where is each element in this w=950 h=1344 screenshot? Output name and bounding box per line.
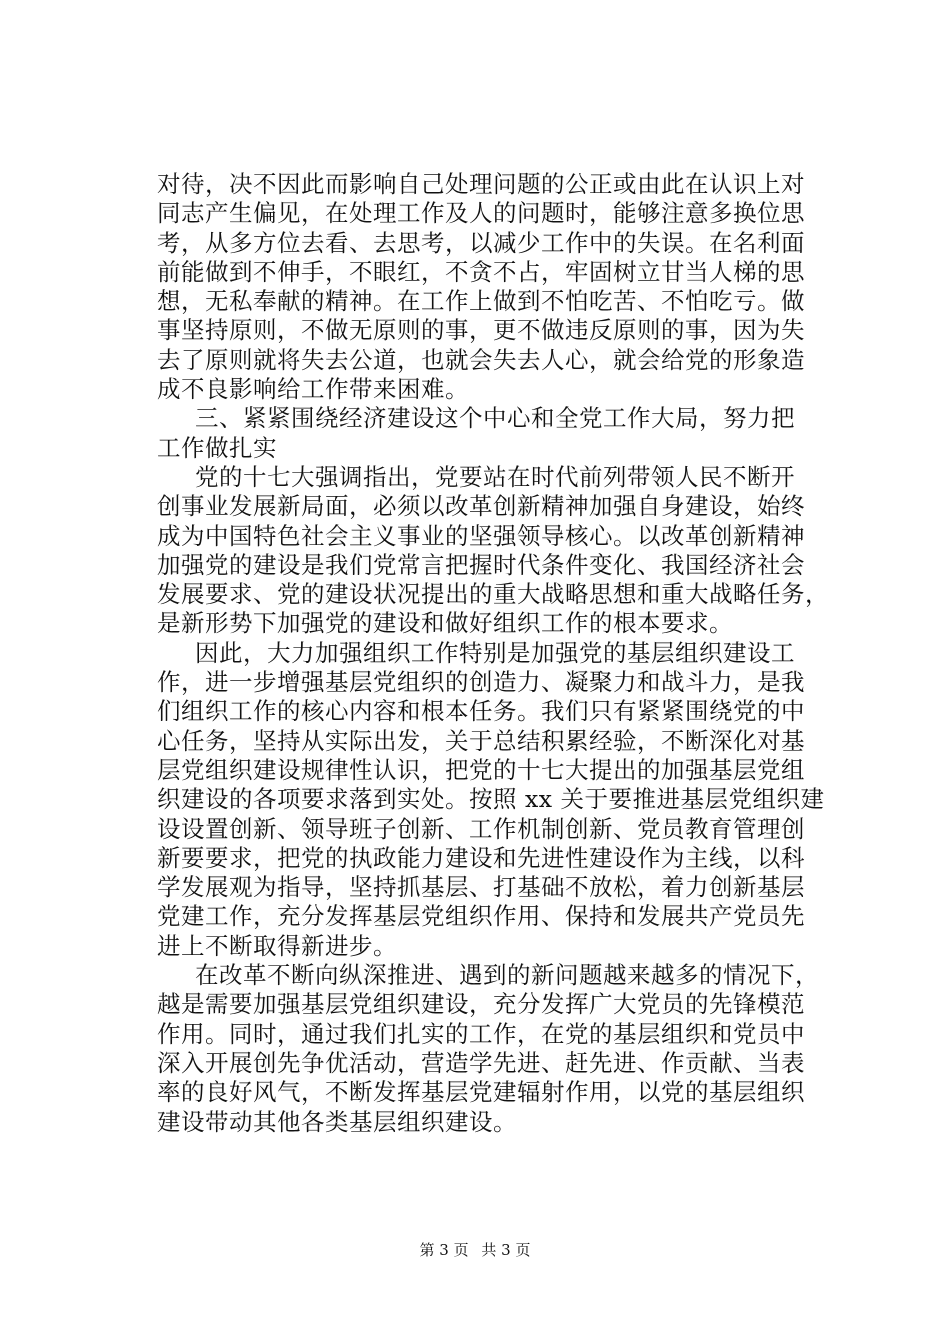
page-footer <box>0 1240 950 1260</box>
text-line: 发展要求、党的建设状况提出的重大战略思想和重大战略任务， <box>157 580 829 609</box>
page-number: 第 3 页 <box>419 1241 469 1259</box>
text-line: 因此，大力加强组织工作特别是加强党的基层组织建设工 <box>195 638 795 667</box>
text-line: 进上不断取得新进步。 <box>157 931 397 960</box>
text-line: 事坚持原则，不做无原则的事，更不做违反原则的事，因为失 <box>157 316 805 345</box>
document-body <box>157 170 837 1137</box>
text-line: 加强党的建设是我们党常言把握时代条件变化、我国经济社会 <box>157 550 805 579</box>
text-line: 作，进一步增强基层党组织的创造力、凝聚力和战斗力，是我 <box>157 668 805 697</box>
text-line: 创事业发展新局面，必须以改革创新精神加强自身建设，始终 <box>157 492 805 521</box>
text-line: 对待，决不因此而影响自己处理问题的公正或由此在认识上对 <box>157 170 805 198</box>
text-line: 成不良影响给工作带来困难。 <box>157 375 469 404</box>
text-line: 去了原则就将失去公道，也就会失去人心，就会给党的形象造 <box>157 345 805 374</box>
text-line: 作用。同时，通过我们扎实的工作，在党的基层组织和党员中 <box>157 1019 805 1048</box>
text-line: 率的良好风气，不断发挥基层党建辐射作用，以党的基层组织 <box>157 1078 805 1107</box>
text-line: 是新形势下加强党的建设和做好组织工作的根本要求。 <box>157 609 733 638</box>
text-line: 学发展观为指导，坚持抓基层、打基础不放松，着力创新基层 <box>157 873 805 902</box>
text-line: 织建设的各项要求落到实处。按照 xx 关于要推进基层党组织建 <box>157 785 825 814</box>
text-line: 同志产生偏见，在处理工作及人的问题时，能够注意多换位思 <box>157 199 805 228</box>
text-line: 心任务，坚持从实际出发，关于总结积累经验，不断深化对基 <box>157 726 805 755</box>
text-line: 深入开展创先争优活动，营造学先进、赶先进、作贡献、当表 <box>157 1048 805 1077</box>
text-line: 想，无私奉献的精神。在工作上做到不怕吃苦、不怕吃亏。做 <box>157 287 805 316</box>
section-heading-line: 工作做扎实 <box>157 433 277 462</box>
text-line: 设设置创新、领导班子创新、工作机制创新、党员教育管理创 <box>157 814 805 843</box>
text-line: 在改革不断向纵深推进、遇到的新问题越来越多的情况下， <box>195 961 819 990</box>
text-line: 考，从多方位去看、去思考，以减少工作中的失误。在名利面 <box>157 228 805 257</box>
page-total: 共 3 页 <box>481 1241 531 1259</box>
text-line: 新要要求，把党的执政能力建设和先进性建设作为主线，以科 <box>157 843 805 872</box>
text-line: 党建工作，充分发挥基层党组织作用、保持和发展共产党员先 <box>157 902 805 931</box>
text-line: 成为中国特色社会主义事业的坚强领导核心。以改革创新精神 <box>157 521 805 550</box>
text-line: 党的十七大强调指出，党要站在时代前列带领人民不断开 <box>195 462 795 491</box>
text-line: 层党组织建设规律性认识，把党的十七大提出的加强基层党组 <box>157 755 805 784</box>
text-line: 越是需要加强基层党组织建设，充分发挥广大党员的先锋模范 <box>157 990 805 1019</box>
section-heading-line: 三、紧紧围绕经济建设这个中心和全党工作大局，努力把 <box>195 404 795 433</box>
text-line: 建设带动其他各类基层组织建设。 <box>157 1107 517 1136</box>
text-line: 们组织工作的核心内容和根本任务。我们只有紧紧围绕党的中 <box>157 697 805 726</box>
text-line: 前能做到不伸手，不眼红，不贪不占，牢固树立甘当人梯的思 <box>157 257 805 286</box>
